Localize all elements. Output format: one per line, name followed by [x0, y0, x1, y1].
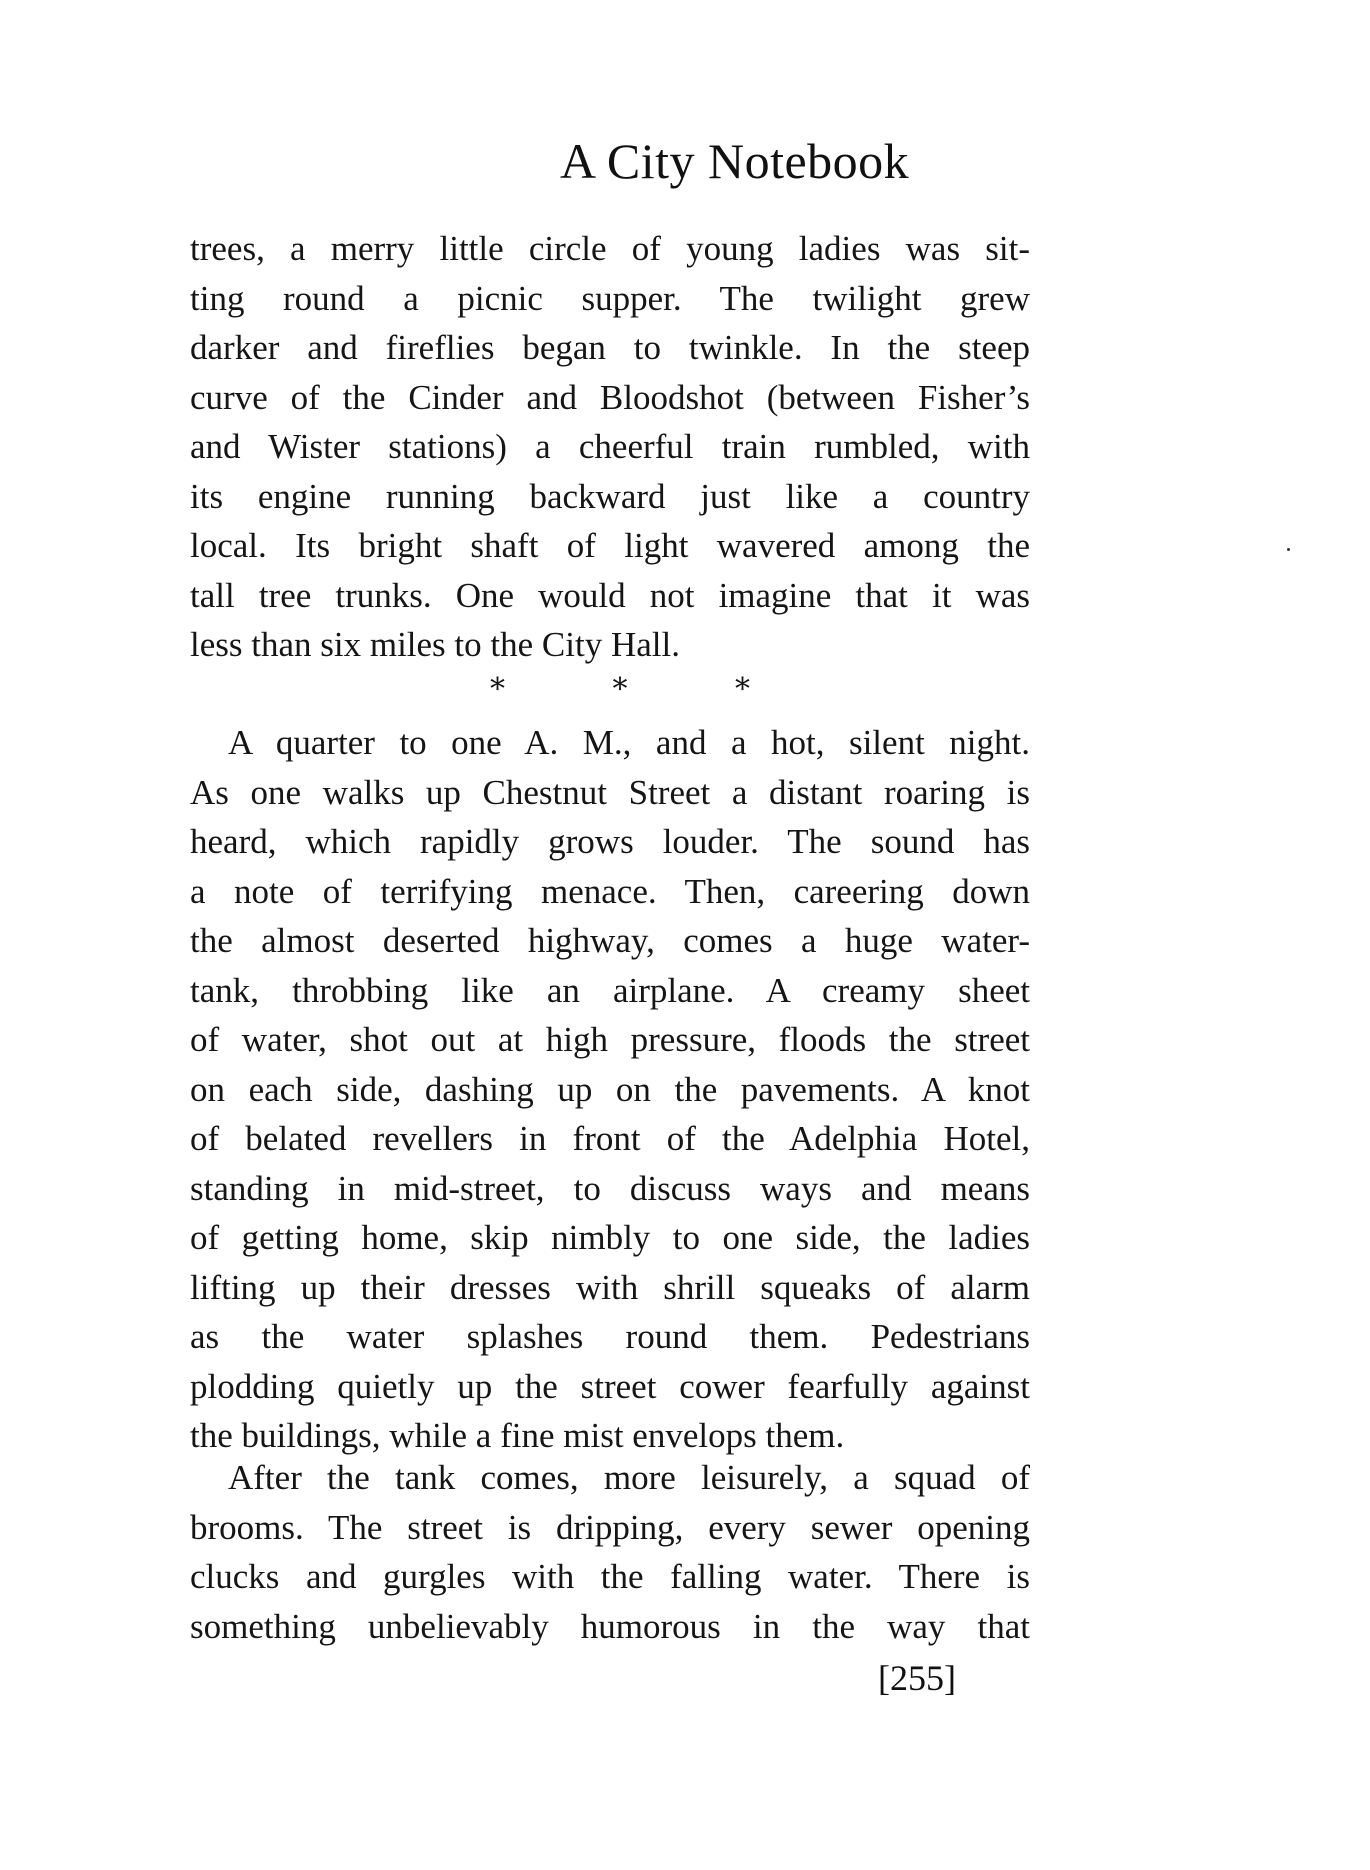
- text-line: curve of the Cinder and Bloodshot (between Fisher’s: [190, 377, 1030, 417]
- text-line: A quarter to one A. M., and a hot, silent night.: [228, 723, 1030, 762]
- text-line: something unbelievably humorous in the way that: [190, 1606, 1030, 1646]
- text-line: the almost deserted highway, comes a huge water-: [190, 921, 1030, 960]
- paragraph-continued: [190, 224, 1030, 670]
- text-line: As one walks up Chestnut Street a distant roaring is: [190, 772, 1030, 812]
- text-line: less than six miles to the City Hall.: [190, 625, 680, 664]
- text-line: brooms. The street is dripping, every sewer opening: [190, 1507, 1030, 1547]
- text-line: ting round a picnic supper. The twilight grew: [190, 278, 1030, 318]
- text-line: heard, which rapidly grows louder. The sound has: [190, 822, 1030, 861]
- text-line: tall tree trunks. One would not imagine that it was: [190, 575, 1030, 615]
- text-line: on each side, dashing up on the pavements. A knot: [190, 1069, 1030, 1109]
- page-number: [255]: [878, 1658, 956, 1698]
- paragraph-brooms: [190, 1453, 1030, 1651]
- text-line: local. Its bright shaft of light wavered among the: [190, 526, 1030, 565]
- asterisk: *: [612, 672, 628, 707]
- text-line: tank, throbbing like an airplane. A creamy sheet: [190, 970, 1030, 1010]
- text-line: of belated revellers in front of the Adelphia Hotel,: [190, 1119, 1030, 1158]
- text-line: lifting up their dresses with shrill squeaks of alarm: [190, 1267, 1030, 1307]
- text-line: as the water splashes round them. Pedestrians: [190, 1317, 1030, 1356]
- text-line: plodding quietly up the street cower fearfully against: [190, 1366, 1030, 1406]
- asterisk: *: [490, 672, 505, 707]
- text-line: its engine running backward just like a country: [190, 476, 1030, 516]
- text-line: a note of terrifying menace. Then, careering down: [190, 871, 1030, 911]
- text-line: standing in mid-street, to discuss ways and means: [190, 1168, 1030, 1208]
- text-line: clucks and gurgles with the falling water. There is: [190, 1557, 1030, 1596]
- section-break: [490, 672, 750, 707]
- text-line: After the tank comes, more leisurely, a squad of: [228, 1458, 1030, 1497]
- running-head: A City Notebook: [560, 133, 910, 189]
- text-line: trees, a merry little circle of young ladies was sit-: [190, 229, 1030, 268]
- text-line: darker and fireflies began to twinkle. In the steep: [190, 328, 1030, 367]
- text-line: and Wister stations) a cheerful train rumbled, with: [190, 427, 1030, 466]
- asterisk: *: [735, 672, 750, 707]
- scan-speck: [1287, 548, 1290, 551]
- text-line: of getting home, skip nimbly to one side, the ladies: [190, 1218, 1030, 1257]
- paragraph-night-water-tank: [190, 718, 1030, 1461]
- text-line: the buildings, while a fine mist envelops them.: [190, 1416, 845, 1455]
- text-line: of water, shot out at high pressure, floods the street: [190, 1020, 1030, 1059]
